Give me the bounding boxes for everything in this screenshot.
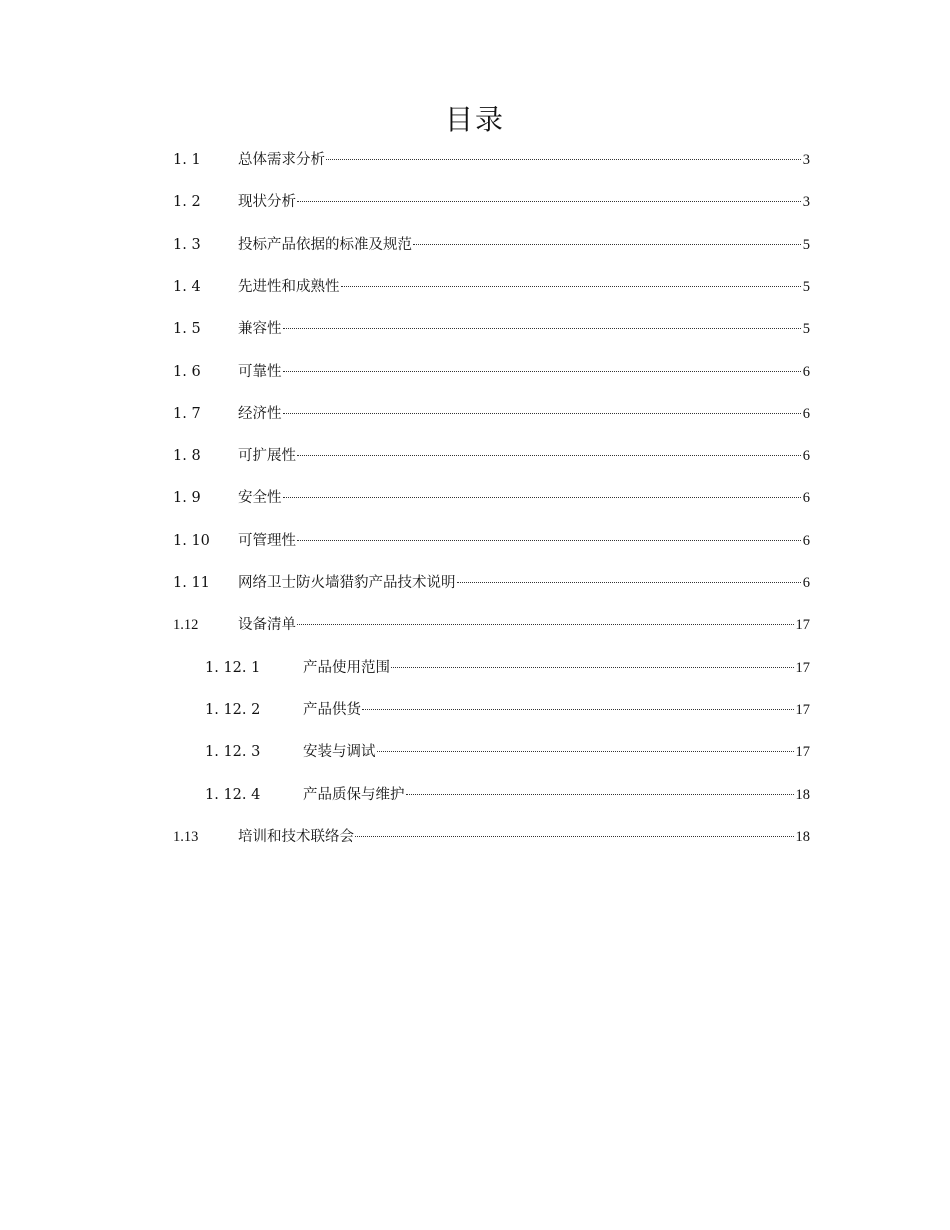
toc-entry[interactable]: [173, 444, 810, 468]
toc-entry-number: 1. 5: [173, 321, 201, 338]
toc-dot-leader: [377, 751, 794, 752]
toc-entry[interactable]: [205, 783, 810, 807]
toc-entry-number: 1. 11: [173, 575, 210, 591]
toc-entry-number: 1. 6: [173, 363, 201, 380]
toc-entry-page-number: 5: [802, 278, 810, 295]
toc-entry-label[interactable]: 网络卫士防火墙猎豹产品技术说明: [238, 575, 456, 591]
toc-dot-leader: [341, 286, 801, 287]
toc-entry[interactable]: [173, 613, 810, 637]
toc-dot-leader: [283, 413, 801, 414]
toc-entry-page-number: 5: [802, 236, 810, 253]
toc-dot-leader: [413, 244, 801, 245]
toc-entry-number: 1. 4: [173, 278, 201, 295]
toc-entry[interactable]: [173, 486, 810, 510]
toc-entry-number: 1. 12. 3: [205, 744, 261, 761]
toc-entry-number: 1. 1: [173, 152, 201, 168]
toc-entry-label[interactable]: 总体需求分析: [238, 152, 325, 168]
toc-entry-label[interactable]: 安装与调试: [303, 744, 376, 761]
toc-dot-leader: [391, 667, 794, 668]
toc-entry[interactable]: [205, 656, 810, 680]
toc-entry-page-number: 6: [802, 575, 810, 591]
toc-entry-label[interactable]: 培训和技术联络会: [238, 828, 354, 845]
toc-entry-page-number: 3: [802, 152, 810, 168]
toc-entry-label[interactable]: 兼容性: [238, 321, 282, 338]
toc-dot-leader: [355, 836, 794, 837]
toc-entry-page-number: 6: [802, 363, 810, 380]
toc-dot-leader: [457, 582, 801, 583]
toc-entry-number: 1.12: [173, 617, 199, 634]
toc-entry-number: 1. 12. 2: [205, 701, 261, 718]
toc-dot-leader: [283, 328, 801, 329]
toc-entry-label[interactable]: 可靠性: [238, 363, 282, 380]
toc-entry-number: 1. 2: [173, 194, 201, 211]
toc-entry-label[interactable]: 可扩展性: [238, 448, 296, 465]
toc-title: 目录: [444, 103, 505, 136]
toc-dot-leader: [406, 794, 794, 795]
toc-entry-number: 1. 8: [173, 448, 201, 465]
toc-entry[interactable]: [173, 402, 810, 426]
toc-entry-page-number: 3: [802, 194, 810, 211]
toc-entry-page-number: 17: [795, 701, 810, 718]
toc-entry-page-number: 6: [802, 448, 810, 465]
toc-entry[interactable]: [173, 275, 810, 299]
toc-entry[interactable]: [205, 740, 810, 764]
toc-entry-number: 1. 10: [173, 532, 210, 549]
toc-entry-number: 1. 12. 1: [205, 659, 261, 676]
toc-entry[interactable]: [205, 698, 810, 722]
toc-entry-page-number: 6: [802, 532, 810, 549]
toc-entry-label[interactable]: 可管理性: [238, 532, 296, 549]
toc-entry[interactable]: [173, 148, 810, 172]
toc-entry[interactable]: [173, 317, 810, 341]
toc-entry-label[interactable]: 现状分析: [238, 194, 296, 211]
toc-entry[interactable]: [173, 233, 810, 257]
toc-entry[interactable]: [173, 529, 810, 553]
toc-entry-page-number: 17: [795, 617, 810, 634]
toc-entry-label[interactable]: 先进性和成熟性: [238, 278, 340, 295]
toc-entry-label[interactable]: 产品质保与维护: [303, 786, 405, 803]
toc-dot-leader: [297, 624, 794, 625]
toc-entry-label[interactable]: 产品供货: [303, 701, 361, 718]
toc-dot-leader: [362, 709, 794, 710]
toc-entry-label[interactable]: 设备清单: [238, 617, 296, 634]
toc-entry-label[interactable]: 投标产品依据的标准及规范: [238, 236, 412, 253]
toc-entry-page-number: 17: [795, 659, 810, 676]
toc-entry[interactable]: [173, 825, 810, 849]
toc-entry-label[interactable]: 安全性: [238, 490, 282, 507]
toc-entry[interactable]: [173, 571, 810, 595]
toc-entry-label[interactable]: 产品使用范围: [303, 659, 390, 676]
toc-entry-number: 1. 9: [173, 490, 201, 507]
toc-entry[interactable]: [173, 360, 810, 384]
toc-dot-leader: [283, 497, 801, 498]
toc-dot-leader: [326, 159, 801, 160]
toc-dot-leader: [297, 455, 801, 456]
toc-entry-page-number: 6: [802, 405, 810, 422]
toc-entry-number: 1. 3: [173, 236, 201, 253]
toc-entry-page-number: 6: [802, 490, 810, 507]
toc-dot-leader: [297, 201, 801, 202]
toc-entry-number: 1.13: [173, 828, 199, 845]
toc-entry-page-number: 18: [795, 786, 810, 803]
toc-entry[interactable]: [173, 190, 810, 214]
toc-entry-page-number: 18: [795, 828, 810, 845]
toc-entry-page-number: 5: [802, 321, 810, 338]
toc-entry-page-number: 17: [795, 744, 810, 761]
toc-dot-leader: [283, 371, 801, 372]
toc-dot-leader: [297, 540, 801, 541]
toc-entry-label[interactable]: 经济性: [238, 405, 282, 422]
toc-entry-number: 1. 12. 4: [205, 786, 261, 803]
toc-entry-number: 1. 7: [173, 405, 201, 422]
